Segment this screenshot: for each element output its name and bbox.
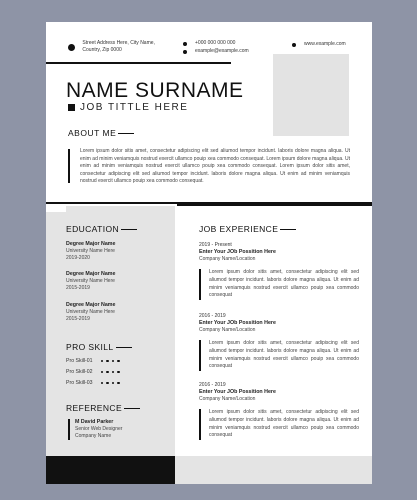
skill-label: Pro Skill-02 — [66, 369, 93, 375]
experience-heading: JOB EXPERIENCE — [199, 224, 296, 234]
footer-gray-block — [175, 456, 372, 484]
job-entry — [199, 242, 359, 300]
reference-heading: REFERENCE — [66, 403, 140, 413]
job-entry — [199, 313, 359, 371]
job-dates: 2019 - Present — [199, 242, 232, 248]
skill-level-dots — [101, 371, 123, 374]
university-name: University Name Here — [66, 309, 115, 315]
education-years: 2015-2019 — [66, 316, 90, 322]
education-item — [66, 302, 115, 323]
left-column-notch — [46, 206, 66, 212]
address-line-1: Street Address Here, City Name, — [82, 40, 155, 46]
photo-placeholder — [273, 54, 349, 136]
education-item — [66, 271, 115, 292]
address-block — [68, 40, 155, 54]
job-company: Company Name/Location — [199, 395, 256, 402]
about-heading: ABOUT ME — [68, 128, 134, 138]
degree-name: Degree Major Name — [66, 241, 116, 247]
section-divider-thick — [177, 202, 372, 206]
resume-page — [46, 22, 372, 484]
job-dates: 2016 - 2019 — [199, 382, 226, 388]
job-description: Lorem ipsum dolor sitis amet, consectetur adipiscing elit sed aliumod tempor incidunt. laboris dolore magna aliqua. Ut enim ad minim veniamquis nostrud exercit ullamco pouip xea commodo consequat — [199, 409, 359, 439]
reference-name: M David Parker — [75, 419, 114, 425]
skill-row — [66, 369, 123, 375]
education-heading: EDUCATION — [66, 224, 137, 234]
degree-name: Degree Major Name — [66, 271, 116, 277]
phone-text: +000 000 000 000 — [195, 40, 236, 46]
university-name: University Name Here — [66, 278, 115, 284]
job-position: Enter Your JOb Possition Here — [199, 319, 276, 326]
job-company: Company Name/Location — [199, 255, 256, 262]
footer-black-block — [46, 456, 175, 484]
location-pin-icon — [68, 44, 75, 51]
web-icon — [292, 43, 296, 47]
email-icon — [183, 50, 187, 54]
university-name: University Name Here — [66, 248, 115, 254]
full-name: NAME SURNAME — [66, 79, 244, 102]
education-item — [66, 241, 115, 262]
about-text: Lorem ipsum dolor sitis amet, consectetur adipiscing elit sed aliumod tempor incidunt. laboris dolore magna aliqua. Ut enim ad minim veniamquis nostrud exercit ullamco pouip xea commodo consequat. Lorem ipsum dolore magna aliqua. Ut enim ad minim veniamquis nostrud exercit ullamco pouip xea commodo consequat. Lorem ipsum dolor sitis amet, consectetur adipiscing elit sed aliumod tempor incidunt. laboris dolore magna aliqua. Ut enim ad minim veniamquis nostrud exercit ullamco pouip xea commodo consequat. — [80, 148, 350, 185]
education-years: 2015-2019 — [66, 285, 90, 291]
phone-email-block — [183, 40, 249, 56]
about-accent-bar — [68, 149, 70, 183]
skill-level-dots — [101, 360, 123, 363]
skill-label: Pro Skill-03 — [66, 380, 93, 386]
education-years: 2019-2020 — [66, 255, 90, 261]
job-dates: 2016 - 2019 — [199, 313, 226, 319]
reference-company: Company Name — [75, 433, 112, 439]
skills-heading: PRO SKILL — [66, 342, 132, 352]
square-bullet-icon — [68, 104, 75, 111]
skill-row — [66, 358, 123, 364]
job-position: Enter Your JOb Possition Here — [199, 248, 276, 255]
reference-role: Senior Web Designer — [75, 426, 123, 432]
job-description: Lorem ipsum dolor sitis amet, consectetur adipiscing elit sed aliumod tempor incidunt. laboris dolore magna aliqua. Ut enim ad minim veniamquis nostrud exercit ullamco pouip xea commodo consequat — [199, 340, 359, 370]
skill-row — [66, 380, 123, 386]
email-text: example@example.com — [195, 48, 249, 54]
skill-level-dots — [101, 382, 123, 385]
job-title-text: JOB TITTLE HERE — [80, 102, 189, 113]
phone-icon — [183, 42, 187, 46]
website-text: www.example.com — [304, 41, 346, 47]
skill-label: Pro Skill-01 — [66, 358, 93, 364]
website-block — [292, 41, 346, 49]
reference-block — [68, 419, 122, 440]
job-description: Lorem ipsum dolor sitis amet, consectetur adipiscing elit sed aliumod tempor incidunt. laboris dolore magna aliqua. Ut enim ad minim veniamquis nostrud exercit ullamco pouip xea commodo consequat — [199, 269, 359, 299]
address-line-2: Country, Zip 0000 — [82, 47, 122, 53]
degree-name: Degree Major Name — [66, 302, 116, 308]
job-position: Enter Your JOb Possition Here — [199, 388, 276, 395]
job-entry — [199, 382, 359, 440]
job-title — [68, 102, 188, 113]
header-rule — [46, 62, 231, 64]
job-company: Company Name/Location — [199, 326, 256, 333]
